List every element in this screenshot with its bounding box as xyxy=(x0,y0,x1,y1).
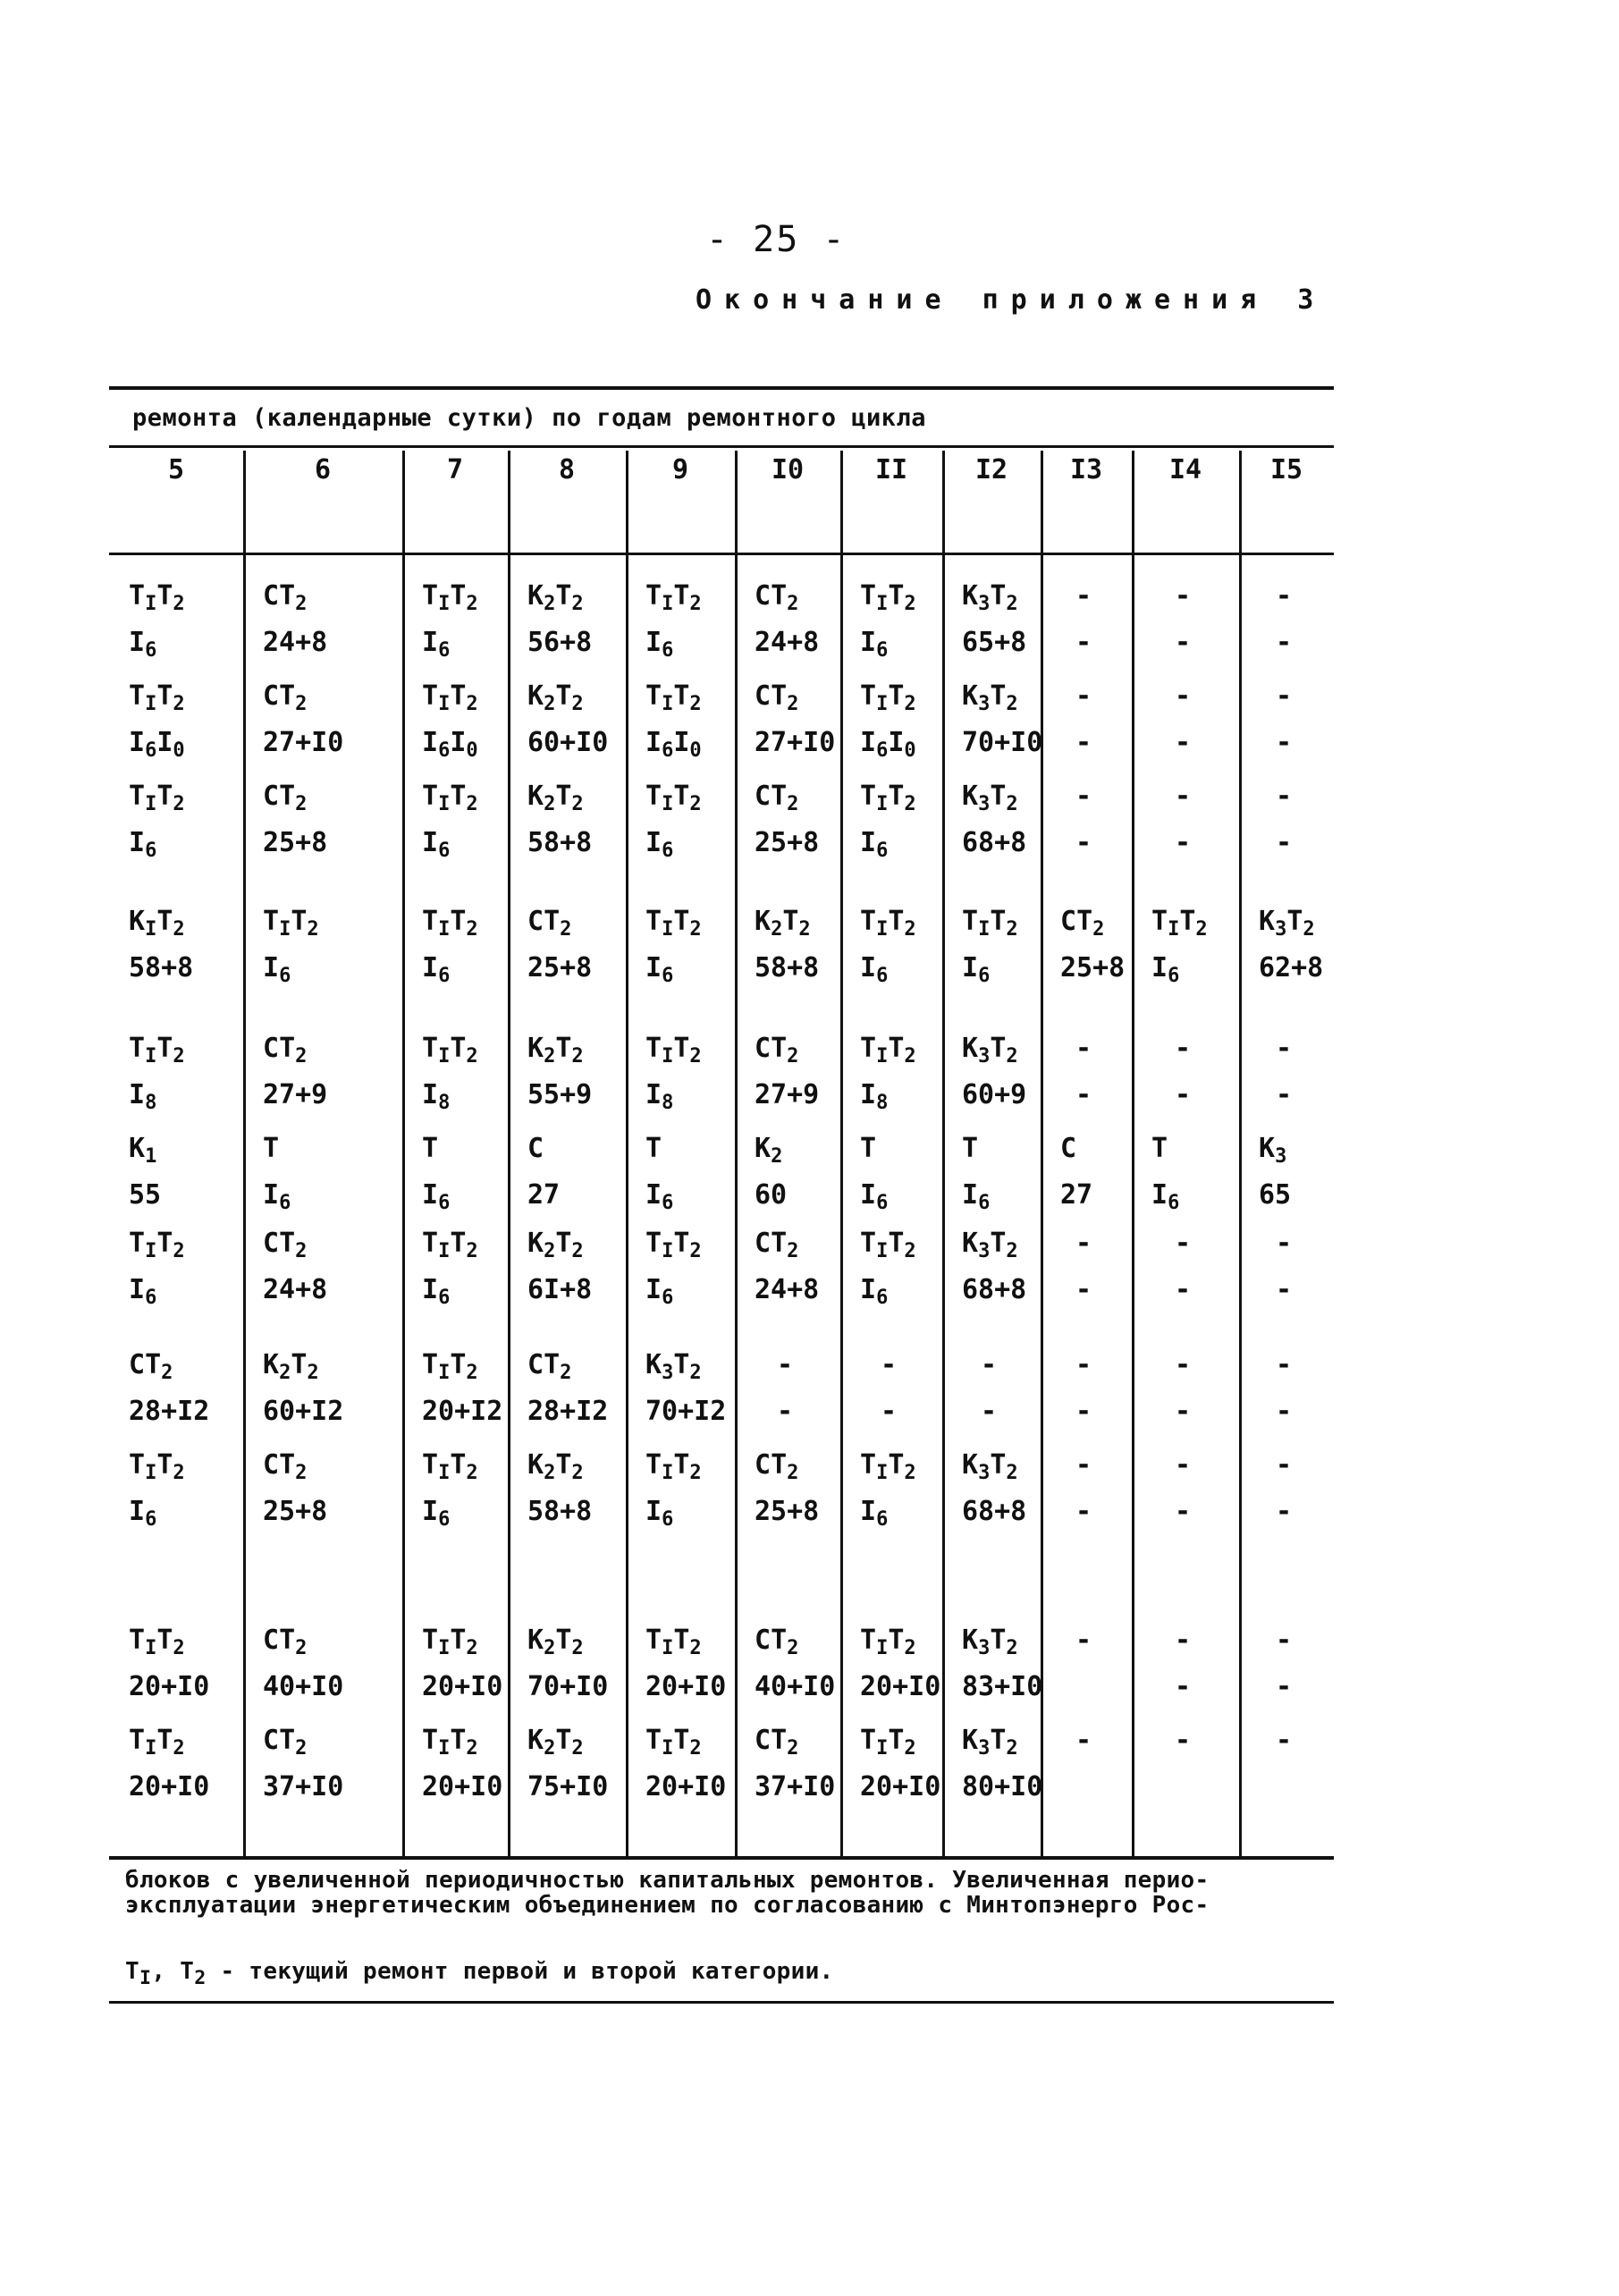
cell-duration: 58+8 xyxy=(527,1496,593,1527)
column-divider xyxy=(942,451,945,1856)
cell-repair-type: $T_IT_2$ xyxy=(860,906,916,941)
cell-duration: 83+I0 xyxy=(962,1671,1043,1702)
cell-repair-type: $T_IT_2$ xyxy=(860,1725,916,1760)
cell-duration: $I_8$ xyxy=(129,1079,157,1114)
column-divider xyxy=(508,451,510,1856)
footnote-line-1: блоков с увеличенной периодичностью капитальных ремонтов. Увеличенная перио- xyxy=(125,1867,1210,1894)
cell-repair-type: - xyxy=(1276,580,1293,612)
cell-duration: 27+I0 xyxy=(263,727,344,758)
cell-duration: 75+I0 xyxy=(527,1771,609,1802)
cell-repair-type: $CT_2$ xyxy=(755,1625,799,1659)
cell-duration: $I_6$ xyxy=(860,1179,889,1214)
cell-repair-type: $K_IT_2$ xyxy=(129,906,185,941)
cell-repair-type: $T_IT_2$ xyxy=(645,781,702,815)
cell-duration: 20+I2 xyxy=(422,1396,503,1427)
cell-duration: - xyxy=(1276,1274,1293,1305)
cell-repair-type: $T_IT_2$ xyxy=(129,1725,185,1760)
cell-duration: - xyxy=(1075,1079,1092,1110)
table-caption: ремонта (календарные сутки) по годам ремонтного цикла xyxy=(132,404,927,432)
cell-repair-type: $T_IT_2$ xyxy=(422,580,478,615)
cell-duration: $I_6$ xyxy=(860,1274,889,1309)
final-rule xyxy=(109,2001,1334,2004)
cell-duration: 80+I0 xyxy=(962,1771,1043,1802)
column-divider xyxy=(243,451,246,1856)
cell-duration: - xyxy=(1075,1274,1092,1305)
cell-repair-type: $T_IT_2$ xyxy=(645,906,702,941)
cell-duration: $I_6$ xyxy=(263,952,291,987)
cell-repair-type: - xyxy=(1276,680,1293,712)
cell-duration: - xyxy=(1276,627,1293,658)
cell-repair-type: - xyxy=(1175,781,1192,812)
cell-repair-type: $K_3T_2$ xyxy=(962,1033,1018,1068)
cell-duration: 55+9 xyxy=(527,1079,593,1110)
cell-repair-type: $T_IT_2$ xyxy=(860,781,916,815)
column-divider xyxy=(402,451,405,1856)
page-number: - 25 - xyxy=(706,219,847,260)
cell-repair-type: - xyxy=(881,1349,898,1380)
cell-duration: - xyxy=(1175,1274,1192,1305)
cell-duration: 62+8 xyxy=(1259,952,1324,983)
cell-repair-type: $T_IT_2$ xyxy=(422,1449,478,1484)
cell-duration: $I_6$ xyxy=(962,1179,991,1214)
cell-repair-type: $K_2T_2$ xyxy=(527,1625,584,1659)
cell-duration: 24+8 xyxy=(263,1274,328,1305)
cell-duration: $I_6$ xyxy=(860,627,889,662)
cell-repair-type: $T_IT_2$ xyxy=(860,1033,916,1068)
cell-repair-type: $T_IT_2$ xyxy=(129,1228,185,1262)
cell-duration: 27 xyxy=(1060,1179,1093,1211)
cell-repair-type: $T_IT_2$ xyxy=(422,906,478,941)
cell-repair-type: $CT_2$ xyxy=(755,1725,799,1760)
cell-duration: 65 xyxy=(1259,1179,1292,1211)
cell-duration: 60+9 xyxy=(962,1079,1027,1110)
top-rule xyxy=(109,386,1334,390)
cell-duration: $I_6I_0$ xyxy=(129,727,185,762)
cell-repair-type: $T_IT_2$ xyxy=(129,1033,185,1068)
cell-duration: - xyxy=(1276,1671,1293,1702)
cell-duration: - xyxy=(1075,627,1092,658)
cell-duration: 24+8 xyxy=(263,627,328,658)
cell-repair-type: - xyxy=(1175,1228,1192,1259)
cell-duration: 70+I0 xyxy=(962,727,1043,758)
cell-duration: $I_6$ xyxy=(129,1274,157,1309)
cell-repair-type: $K_2T_2$ xyxy=(527,1033,584,1068)
cell-repair-type: $CT_2$ xyxy=(755,1033,799,1068)
cell-repair-type: $T_IT_2$ xyxy=(422,1625,478,1659)
footnote-legend: $T_I$, $T_2$ - текущий ремонт первой и второй категории. xyxy=(125,1958,834,1990)
cell-duration: 27 xyxy=(527,1179,561,1211)
cell-duration: 20+I0 xyxy=(860,1771,941,1802)
cell-repair-type: $CT_2$ xyxy=(263,781,308,815)
cell-repair-type: $K_3T_2$ xyxy=(962,1228,1018,1262)
cell-repair-type: $T_IT_2$ xyxy=(860,680,916,715)
cell-repair-type: $CT_2$ xyxy=(263,580,308,615)
cell-repair-type: $CT_2$ xyxy=(755,1449,799,1484)
column-header: 5 xyxy=(167,454,185,485)
cell-repair-type: - xyxy=(1276,1725,1293,1756)
cell-repair-type: - xyxy=(1175,1033,1192,1064)
cell-repair-type: $T_IT_2$ xyxy=(860,1228,916,1262)
column-divider xyxy=(626,451,628,1856)
cell-duration: 25+8 xyxy=(755,827,820,858)
cell-repair-type: $CT_2$ xyxy=(1060,906,1105,941)
cell-duration: - xyxy=(981,1396,998,1427)
cell-repair-type: $T_IT_2$ xyxy=(129,1449,185,1484)
cell-repair-type: T xyxy=(1151,1133,1168,1164)
column-divider xyxy=(1132,451,1134,1856)
cell-repair-type: - xyxy=(1075,680,1092,712)
cell-duration: 60+I0 xyxy=(527,727,609,758)
cell-repair-type: $T_IT_2$ xyxy=(422,781,478,815)
cell-repair-type: $CT_2$ xyxy=(527,906,572,941)
cell-duration: $I_6$ xyxy=(129,1496,157,1531)
cell-duration: $I_6$ xyxy=(645,952,674,987)
cell-duration: $I_6$ xyxy=(645,627,674,662)
cell-repair-type: - xyxy=(1175,1449,1192,1481)
cell-duration: $I_6$ xyxy=(645,1496,674,1531)
cell-duration: 20+I0 xyxy=(129,1771,210,1802)
cell-repair-type: $CT_2$ xyxy=(263,1449,308,1484)
cell-duration: 25+8 xyxy=(755,1496,820,1527)
cell-repair-type: $T_IT_2$ xyxy=(422,680,478,715)
cell-repair-type: - xyxy=(1075,1725,1092,1756)
cell-duration: 56+8 xyxy=(527,627,593,658)
cell-duration: - xyxy=(1276,1496,1293,1527)
cell-duration: 25+8 xyxy=(527,952,593,983)
cell-duration: $I_6$ xyxy=(422,1179,451,1214)
cell-repair-type: $T_IT_2$ xyxy=(645,1033,702,1068)
cell-duration: 60 xyxy=(755,1179,788,1211)
cell-repair-type: $CT_2$ xyxy=(755,1228,799,1262)
cell-duration: - xyxy=(1075,1396,1092,1427)
cell-duration: 27+I0 xyxy=(755,727,836,758)
cell-repair-type: - xyxy=(1075,1449,1092,1481)
column-header: 9 xyxy=(671,454,689,485)
cell-repair-type: - xyxy=(1075,1625,1092,1656)
cell-duration: 20+I0 xyxy=(645,1771,727,1802)
cell-repair-type: $K_3T_2$ xyxy=(645,1349,702,1384)
cell-repair-type: $CT_2$ xyxy=(263,1625,308,1659)
cell-repair-type: $T_IT_2$ xyxy=(422,1349,478,1384)
cell-repair-type: $K_3T_2$ xyxy=(962,1625,1018,1659)
cell-duration: $I_6$ xyxy=(1151,1179,1180,1214)
cell-duration: 70+I2 xyxy=(645,1396,727,1427)
cell-repair-type: C xyxy=(527,1133,544,1164)
cell-duration: - xyxy=(1175,1396,1192,1427)
cell-repair-type: - xyxy=(1276,781,1293,812)
cell-repair-type: - xyxy=(1175,1725,1192,1756)
cell-repair-type: $K_3$ xyxy=(1259,1133,1287,1168)
footnote-line-2: эксплуатации энергетическим объединением по согласованию с Минтопэнерго Рос- xyxy=(125,1892,1210,1919)
cell-duration: 25+8 xyxy=(263,827,328,858)
cell-repair-type: $CT_2$ xyxy=(263,1228,308,1262)
cell-duration: 55 xyxy=(129,1179,162,1211)
cell-duration: 68+8 xyxy=(962,827,1027,858)
header-bottom-rule xyxy=(109,553,1334,555)
cell-repair-type: $T_IT_2$ xyxy=(263,906,319,941)
cell-repair-type: $T_IT_2$ xyxy=(422,1725,478,1760)
cell-duration: 58+8 xyxy=(129,952,194,983)
cell-duration: - xyxy=(1075,727,1092,758)
cell-repair-type: $CT_2$ xyxy=(263,1725,308,1760)
legend-symbols: $T_I$, $T_2$ xyxy=(125,1958,207,1990)
cell-repair-type: $K_2T_2$ xyxy=(755,906,811,941)
cell-duration: $I_6$ xyxy=(422,1274,451,1309)
cell-duration: 25+8 xyxy=(1060,952,1126,983)
column-divider xyxy=(840,451,843,1856)
cell-repair-type: $K_3T_2$ xyxy=(962,680,1018,715)
column-header: I5 xyxy=(1269,454,1303,485)
cell-duration: - xyxy=(1175,1079,1192,1110)
cell-duration: 40+I0 xyxy=(263,1671,344,1702)
cell-duration: - xyxy=(1175,1496,1192,1527)
cell-repair-type: T xyxy=(962,1133,979,1164)
cell-duration: $I_6$ xyxy=(860,1496,889,1531)
cell-duration: $I_6$ xyxy=(422,952,451,987)
cell-repair-type: T xyxy=(645,1133,662,1164)
cell-repair-type: - xyxy=(1276,1228,1293,1259)
cell-duration: $I_6I_0$ xyxy=(422,727,478,762)
cell-duration: 27+9 xyxy=(755,1079,820,1110)
cell-duration: $I_6$ xyxy=(129,627,157,662)
cell-duration: 58+8 xyxy=(755,952,820,983)
cell-repair-type: - xyxy=(1075,580,1092,612)
column-header: I3 xyxy=(1069,454,1103,485)
cell-duration: 24+8 xyxy=(755,627,820,658)
cell-repair-type: - xyxy=(1276,1033,1293,1064)
cell-duration: 70+I0 xyxy=(527,1671,609,1702)
cell-duration: - xyxy=(1276,727,1293,758)
cell-repair-type: $CT_2$ xyxy=(755,580,799,615)
column-header: 8 xyxy=(558,454,576,485)
cell-duration: $I_6$ xyxy=(422,1496,451,1531)
cell-repair-type: T xyxy=(860,1133,877,1164)
cell-duration: $I_6$ xyxy=(860,952,889,987)
cell-repair-type: $K_2T_2$ xyxy=(527,781,584,815)
cell-duration: $I_8$ xyxy=(645,1079,674,1114)
cell-repair-type: $T_IT_2$ xyxy=(645,1725,702,1760)
cell-duration: 25+8 xyxy=(263,1496,328,1527)
cell-repair-type: $T_IT_2$ xyxy=(645,1449,702,1484)
cell-duration: $I_6$ xyxy=(645,827,674,862)
cell-duration: - xyxy=(881,1396,898,1427)
cell-repair-type: $K_1$ xyxy=(129,1133,157,1168)
cell-duration: 20+I0 xyxy=(422,1671,503,1702)
cell-duration: 28+I2 xyxy=(527,1396,609,1427)
cell-repair-type: $K_2T_2$ xyxy=(527,1725,584,1760)
table-bottom-rule xyxy=(109,1856,1334,1860)
cell-repair-type: $T_IT_2$ xyxy=(1151,906,1208,941)
cell-repair-type: - xyxy=(1276,1449,1293,1481)
cell-duration: 20+I0 xyxy=(860,1671,941,1702)
cell-duration: $I_8$ xyxy=(860,1079,889,1114)
cell-duration: - xyxy=(1175,627,1192,658)
cell-duration: 68+8 xyxy=(962,1274,1027,1305)
cell-duration: $I_6$ xyxy=(645,1274,674,1309)
cell-repair-type: - xyxy=(1075,1033,1092,1064)
cell-repair-type: $T_IT_2$ xyxy=(645,580,702,615)
cell-repair-type: - xyxy=(1175,680,1192,712)
cell-repair-type: $K_3T_2$ xyxy=(962,580,1018,615)
cell-duration: - xyxy=(777,1396,794,1427)
cell-repair-type: $T_IT_2$ xyxy=(645,1625,702,1659)
appendix-continuation-title: Окончание приложения 3 xyxy=(696,284,1327,316)
cell-repair-type: $T_IT_2$ xyxy=(129,1625,185,1659)
cell-repair-type: $CT_2$ xyxy=(527,1349,572,1384)
cell-duration: 40+I0 xyxy=(755,1671,836,1702)
cell-repair-type: $CT_2$ xyxy=(263,1033,308,1068)
cell-duration: $I_6$ xyxy=(129,827,157,862)
cell-repair-type: - xyxy=(1276,1349,1293,1380)
cell-repair-type: T xyxy=(422,1133,439,1164)
cell-duration: $I_6I_0$ xyxy=(645,727,702,762)
cell-duration: 58+8 xyxy=(527,827,593,858)
cell-duration: 6I+8 xyxy=(527,1274,593,1305)
cell-duration: $I_6$ xyxy=(860,827,889,862)
cell-repair-type: $K_2T_2$ xyxy=(527,580,584,615)
cell-duration: $I_6$ xyxy=(263,1179,291,1214)
cell-repair-type: - xyxy=(1075,1228,1092,1259)
cell-duration: - xyxy=(1075,1496,1092,1527)
cell-repair-type: $T_IT_2$ xyxy=(645,680,702,715)
column-divider xyxy=(1041,451,1043,1856)
cell-duration: 27+9 xyxy=(263,1079,328,1110)
cell-duration: 28+I2 xyxy=(129,1396,210,1427)
cell-repair-type: - xyxy=(1175,1349,1192,1380)
cell-duration: 37+I0 xyxy=(263,1771,344,1802)
cell-duration: 20+I0 xyxy=(129,1671,210,1702)
cell-duration: - xyxy=(1175,1671,1192,1702)
cell-repair-type: $T_IT_2$ xyxy=(962,906,1018,941)
cell-duration: $I_6$ xyxy=(422,827,451,862)
cell-repair-type: $K_2$ xyxy=(755,1133,783,1168)
column-divider xyxy=(1239,451,1242,1856)
cell-repair-type: $T_IT_2$ xyxy=(129,781,185,815)
cell-repair-type: $T_IT_2$ xyxy=(860,1449,916,1484)
cell-duration: $I_6$ xyxy=(1151,952,1180,987)
cell-repair-type: $T_IT_2$ xyxy=(645,1228,702,1262)
cell-duration: 20+I0 xyxy=(422,1771,503,1802)
cell-repair-type: - xyxy=(1276,1625,1293,1656)
cell-repair-type: T xyxy=(263,1133,280,1164)
cell-repair-type: $K_2T_2$ xyxy=(263,1349,319,1384)
cell-repair-type: $K_3T_2$ xyxy=(962,781,1018,815)
cell-repair-type: $T_IT_2$ xyxy=(129,680,185,715)
cell-repair-type: $K_3T_2$ xyxy=(1259,906,1315,941)
cell-repair-type: $CT_2$ xyxy=(263,680,308,715)
cell-duration: 37+I0 xyxy=(755,1771,836,1802)
cell-repair-type: - xyxy=(777,1349,794,1380)
cell-duration: 60+I2 xyxy=(263,1396,344,1427)
cell-repair-type: $CT_2$ xyxy=(129,1349,173,1384)
cell-repair-type: $K_2T_2$ xyxy=(527,680,584,715)
cell-repair-type: $K_2T_2$ xyxy=(527,1228,584,1262)
cell-repair-type: $K_2T_2$ xyxy=(527,1449,584,1484)
cell-duration: - xyxy=(1175,727,1192,758)
cell-duration: - xyxy=(1075,827,1092,858)
cell-repair-type: - xyxy=(1075,781,1092,812)
cell-duration: $I_8$ xyxy=(422,1079,451,1114)
header-top-rule xyxy=(109,445,1334,448)
cell-repair-type: $K_3T_2$ xyxy=(962,1725,1018,1760)
cell-repair-type: $CT_2$ xyxy=(755,781,799,815)
cell-repair-type: C xyxy=(1060,1133,1077,1164)
column-header: I0 xyxy=(771,454,805,485)
cell-repair-type: $T_IT_2$ xyxy=(860,1625,916,1659)
cell-duration: - xyxy=(1175,827,1192,858)
cell-repair-type: - xyxy=(1175,580,1192,612)
cell-duration: $I_6$ xyxy=(962,952,991,987)
cell-repair-type: $T_IT_2$ xyxy=(422,1033,478,1068)
column-header: 7 xyxy=(446,454,464,485)
cell-duration: $I_6$ xyxy=(645,1179,674,1214)
cell-repair-type: - xyxy=(1175,1625,1192,1656)
cell-duration: - xyxy=(1276,827,1293,858)
cell-duration: - xyxy=(1276,1079,1293,1110)
column-header: II xyxy=(874,454,908,485)
cell-duration: 24+8 xyxy=(755,1274,820,1305)
cell-repair-type: $T_IT_2$ xyxy=(860,580,916,615)
cell-repair-type: $T_IT_2$ xyxy=(129,580,185,615)
cell-duration: 68+8 xyxy=(962,1496,1027,1527)
cell-duration: 65+8 xyxy=(962,627,1027,658)
cell-repair-type: - xyxy=(981,1349,998,1380)
cell-repair-type: $K_3T_2$ xyxy=(962,1449,1018,1484)
column-header: 6 xyxy=(314,454,332,485)
cell-duration: 20+I0 xyxy=(645,1671,727,1702)
column-header: I2 xyxy=(974,454,1008,485)
cell-repair-type: - xyxy=(1075,1349,1092,1380)
cell-duration: - xyxy=(1276,1396,1293,1427)
cell-repair-type: $CT_2$ xyxy=(755,680,799,715)
cell-duration: $I_6$ xyxy=(422,627,451,662)
column-divider xyxy=(735,451,738,1856)
cell-repair-type: $T_IT_2$ xyxy=(422,1228,478,1262)
cell-duration: $I_6I_0$ xyxy=(860,727,916,762)
column-header: I4 xyxy=(1168,454,1202,485)
